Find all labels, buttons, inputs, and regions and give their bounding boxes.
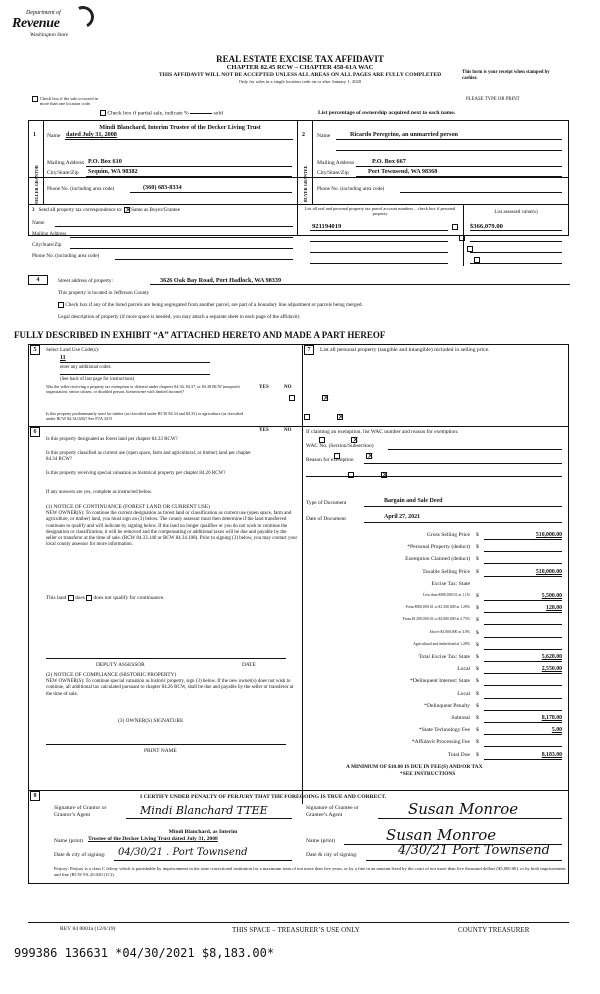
form-chapter: CHAPTER 82.45 RCW – CHAPTER 458-61A WAC [226, 64, 374, 71]
grantor-date-label: Date & city of signing: [54, 852, 106, 858]
corr-name-label: Name [32, 220, 45, 226]
tax-table [304, 532, 566, 764]
seller-name-label: Name [47, 133, 61, 139]
tax-row-currency: $ [476, 666, 479, 673]
partial-sale-checkbox[interactable] [100, 110, 106, 116]
logo-line3: Washington State [30, 32, 69, 38]
tax-row-currency: $ [476, 617, 479, 624]
logo-line2: Revenue [12, 16, 60, 31]
s6-q3-no[interactable] [381, 472, 387, 478]
doc-date-label: Date of Document [306, 516, 346, 522]
tax-row-currency: $ [476, 678, 479, 685]
tax-row-value: 2,550.00 [541, 666, 562, 673]
reason-label: Reason for exemption [306, 457, 354, 463]
check-multi-location: Check box if the sale occurred in more than one location code. [40, 96, 102, 107]
tax-row-label: Total Due [447, 751, 470, 758]
owner-signature: (3) OWNER(S) SIGNATURE [118, 718, 184, 724]
please-type: PLEASE TYPE OR PRINT [466, 97, 520, 102]
personal-property-label: List all personal property (tangible and intangible) included in selling price. [320, 347, 490, 353]
buyer-mailing-label: Mailing Address [317, 160, 355, 166]
grantor-date-city: 04/30/21 . Port Townsend [118, 847, 248, 858]
s6-q3: Is this property receiving special valuation as historical property per chapter 84.26 RCW? [46, 471, 226, 476]
county-treasurer: COUNTY TREASURER [458, 926, 530, 934]
tax-row-currency: $ [476, 727, 479, 734]
value-header: List assessed value(s) [494, 210, 538, 215]
s6-yes-header: YES [259, 428, 269, 433]
buyer-city: Port Townsend, WA 98368 [368, 168, 438, 175]
tax-row-currency: $ [476, 751, 479, 758]
grantor-name-label: Name (print) [54, 838, 84, 844]
street-label: Street address of property: [58, 278, 113, 284]
tax-row-label: Subtotal [451, 715, 470, 721]
seller-phone-label: Phone No. (including area code) [47, 186, 115, 192]
tax-row-label: Agricultural and timberland at 1.28% [413, 641, 470, 646]
minimum-due: A MINIMUM OF $10.00 IS DUE IN FEE(S) AND/OR TAX [346, 764, 483, 770]
certify-text: I CERTIFY UNDER PENALTY OF PERJURY THAT THE FOREGOING IS TRUE AND CORRECT. [140, 794, 387, 800]
dor-logo [8, 4, 100, 44]
tax-row-label: From $1,500,000.01 to $3,000,000 at 2.75% [402, 617, 470, 622]
tax-row-label: From $500,000.01 to $1,500,000 at 1.28% [405, 605, 470, 610]
buyer-side-label: BUYER GRANTEE [303, 165, 308, 202]
list-percentage: List percentage of ownership acquired next to each name. [318, 110, 456, 116]
perjury-text: Perjury: Perjury is a class C felony which is punishable by imprisonment in the state correctional institution for a maximum term of not more than five years, or by a fine in an amount fixed by the court of not more than five thousand dollars ($5,000.00), or by both imprisonment and fine (RCW 9A.20.020 (1C)). [54, 866, 566, 877]
tax-row-currency: $ [476, 690, 479, 697]
tax-row-value: 8,178.00 [541, 715, 562, 721]
notice1-title: (1) NOTICE OF CONTINUANCE (FOREST LAND OR CURRENT USE) [46, 504, 210, 510]
grantor-sig-label: Signature of Grantor or Grantor’s Agent [54, 805, 107, 818]
lu-q1: Was the seller receiving a property tax exemption or deferral under chapters 84.36, 84.37, or 84.38 RCW (nonprofit organization, senior citizen, or disabled person, homeowner with limited income)? [46, 384, 240, 395]
deputy-assessor: DEPUTY ASSESSOR [96, 662, 145, 668]
seller-name-line1: Mindi Blanchard, Interim Trustee of the Decker Living Trust [99, 124, 261, 131]
notice2-text: NEW OWNER(S): To continue special valuation as historic property, sign (3) below. If the new owner(s) does not wish to continue, all additional tax calculated pursuant to chapter 84.26 RCW, shall be due and payable by the seller or transferor at the time of sale. [46, 679, 294, 697]
corr-mailing-label: Mailing Address [32, 231, 67, 237]
lu-q2: Is this property predominantly used for timber (as classified under RCW 84.34 and 84.33) or agriculture (as classified under RCW 84.34.020)? See ETA 3215 [46, 411, 244, 422]
tax-row-currency: $ [476, 715, 479, 721]
tax-row-value: 5.00 [551, 727, 562, 734]
corr-phone-label: Phone No. (including area code) [32, 253, 100, 259]
seller-name-line2: dated July 31, 2008 [66, 131, 117, 138]
s6-if-any: If any answers are yes, complete as instructed below. [46, 490, 153, 495]
segregated-row: Check box if any of the listed parcels are being segregated from another parcel, are part of a boundary line adjustment or parcels being merged. [58, 302, 363, 308]
section-6-number: 6 [30, 427, 40, 437]
doc-type: Bargain and Sale Deed [384, 498, 443, 504]
form-only-for: Only for sales in a single location code on or after January 1, 2020 [238, 79, 362, 84]
see-instructions: *SEE INSTRUCTIONS [400, 771, 456, 777]
seller-mailing: P.O. Box 610 [88, 158, 122, 165]
tax-row-label: Local [457, 690, 470, 697]
wac-label: WAC No. (Section/Subsection) [306, 443, 374, 449]
lu-q1-no[interactable] [322, 395, 328, 401]
tax-row-currency: $ [476, 702, 479, 709]
tax-row-label: Excise Tax: State [431, 580, 470, 587]
grantee-sig-label: Signature of Grantee or Grantee’s Agent [306, 805, 359, 818]
buyer-name-label: Name [317, 133, 331, 139]
land-does-not-checkbox[interactable] [86, 595, 92, 601]
s6-q3-yes[interactable] [348, 472, 354, 478]
section-8-number: 8 [30, 791, 40, 801]
seller-city: Sequim, WA 98382 [88, 168, 138, 175]
doc-date: April 27, 2021 [384, 514, 421, 520]
tax-row-currency: $ [476, 739, 479, 746]
treasurer-only: THIS SPACE – TREASURER’S USE ONLY [232, 926, 360, 934]
tax-row-label: Local [457, 666, 470, 673]
tax-row-currency: $ [476, 629, 479, 636]
grantor-print-2: Trustee of the Decker Living Trust dated July 31, 2008 [88, 836, 218, 842]
land-use-code: 11 [60, 355, 66, 361]
section-5-number: 5 [30, 345, 40, 355]
same-as-buyer-checkbox[interactable] [124, 207, 130, 213]
tax-row-value: 510,000.00 [535, 568, 562, 575]
tax-row-label: Less than $500,000.01 at 1.1% [423, 593, 470, 597]
correspondence-row: 3 Send all property tax correspondence to: × Same as Buyer/Grantee [32, 207, 180, 213]
print-name: PRINT NAME [144, 748, 177, 754]
deputy-date: DATE [242, 662, 256, 668]
multi-location-checkbox[interactable] [32, 96, 38, 102]
county-line: This property is located in Jefferson County [58, 290, 150, 296]
grantee-print-name: Susan Monroe [386, 826, 497, 844]
parcel-personal-checkbox-1[interactable] [452, 224, 458, 230]
receipt-note: This form is your receipt when stamped by cashier. [462, 70, 550, 81]
parcel-number: 921194019 [312, 223, 342, 230]
land-use-label: Select Land Use Code(s): [46, 347, 100, 353]
see-back: (See back of last page for instructions) [60, 377, 135, 382]
seller-side-label: SELLER GRANTOR [34, 165, 39, 204]
grantee-name-label: Name (print) [306, 838, 336, 844]
tax-row-value: 510,000.00 [535, 532, 562, 538]
buyer-section-no: 2 [302, 132, 305, 138]
tax-row-currency: $ [476, 544, 479, 551]
form-warning: THIS AFFIDAVIT WILL NOT BE ACCEPTED UNLESS ALL AREAS ON ALL PAGES ARE FULLY COMPLETED [158, 72, 442, 78]
assessed-value: $366,079.00 [470, 223, 503, 230]
tax-row-label: *Delinquent Interest: State [410, 678, 470, 685]
this-land-row: This land does does not qualify for continuance. [46, 595, 165, 602]
doc-type-label: Type of Document [306, 500, 347, 506]
logo-line1: Department of [26, 10, 61, 16]
grantee-date-label: Date & city of signing: [306, 852, 358, 858]
parcel-personal-checkbox-2[interactable] [459, 235, 465, 241]
lu-q2-no[interactable] [337, 414, 343, 420]
s6-q2: Is this property classified as current use (open space, farm and agricultural, or timber) land per chapter 84.34 RCW? [46, 451, 251, 462]
legal-description: Legal description of property (if more space is needed, you may attach a separate sheet to each page of the affidavit) [58, 314, 300, 320]
lu-no-header: NO [284, 385, 292, 390]
tax-row-currency: $ [476, 641, 479, 648]
logo-swoosh-icon [69, 3, 97, 31]
seller-city-label: City/State/Zip [47, 170, 79, 176]
form-title: REAL ESTATE EXCISE TAX AFFIDAVIT [216, 54, 384, 64]
buyer-phone-label: Phone No. (including area code) [317, 186, 385, 192]
tax-row-label: Exemption Claimed (deduct) [405, 556, 470, 563]
tax-row-label: *Delinquent Penalty [424, 702, 470, 709]
land-does-checkbox[interactable] [68, 595, 74, 601]
s6-q1: Is this property designated as forest land per chapter 84.33 RCW? [46, 437, 178, 442]
tax-row-label: Total Excise Tax: State [418, 654, 470, 660]
lu-q2-yes[interactable] [304, 414, 310, 420]
tax-row-label: Above $3,000,000 at 3.0% [429, 629, 470, 634]
grantor-print-1: Mindi Blanchard, as Interim [168, 829, 238, 835]
tax-row-label: *State Technology Fee [418, 727, 470, 734]
tax-row-value: 128.00 [546, 605, 562, 612]
grantee-signature: Susan Monroe [408, 800, 519, 818]
tax-row-currency: $ [476, 556, 479, 563]
tax-row-label: *Personal Property (deduct) [407, 544, 470, 551]
parcel-personal-checkbox-3[interactable] [467, 246, 473, 252]
parcel-personal-checkbox-4[interactable] [474, 257, 480, 263]
buyer-name: Ricardo Peregrino, an unmarried person [350, 131, 458, 138]
form-number: REV 84 0001a (12/6/19) [60, 926, 116, 932]
exhibit-text: FULLY DESCRIBED IN EXHIBIT “A” ATTACHED HERETO AND MADE A PART HEREOF [14, 330, 386, 340]
treasurer-stamp: 999386 136631 *04/30/2021 $8,183.00* [14, 946, 275, 960]
tax-row-currency: $ [476, 654, 479, 660]
tax-row-value: 8,183.00 [541, 751, 562, 758]
tax-row-label: Taxable Selling Price [422, 568, 470, 575]
segregated-checkbox[interactable] [58, 302, 64, 308]
s6-no-header: NO [284, 428, 292, 433]
check-partial: Check box if partial sale, indicate % sold [100, 110, 223, 117]
tax-row-currency: $ [476, 532, 479, 538]
grantor-signature: Mindi Blanchard TTEE [140, 804, 268, 817]
enter-any-codes: enter any additional codes: [60, 365, 112, 370]
notice1-text: NEW OWNER(S): To continue the current designation as forest land or classification as current use (open space, farm and agriculture, or timber) land, you must sign on (3) below. The county assessor must then determine if the land transferred continues to qualify and will indicate by signing below. If the land no longer qualifies or you do not wish to continue the designation or classification, it will be removed and the compensating or additional taxes will be due and payable by the seller or transferor at the time of sale. (RCW 84.33.140 or RCW 84.34.108). Prior to signing (3) below, you may contact your local county assessor for more information. [46, 511, 298, 548]
corr-city-label: City/State/Zip [32, 242, 62, 248]
tax-row-label: *Affidavit Processing Fee [411, 739, 470, 746]
tax-row-value: 5,500.00 [541, 593, 562, 599]
s6-q2-no[interactable] [366, 453, 372, 459]
lu-q1-yes[interactable] [289, 395, 295, 401]
seller-phone: (360) 683-8334 [143, 184, 182, 191]
tax-row-currency: $ [476, 593, 479, 599]
parcel-header: List all real and personal property tax parcel account numbers – check box if personal property [304, 206, 456, 217]
exemption-label: If claiming an exemption, list WAC number and reason for exemption: [306, 429, 459, 435]
tax-row-currency: $ [476, 568, 479, 575]
grantee-date-city: 4/30/21 Port Townsend [398, 843, 550, 858]
notice2-title: (2) NOTICE OF COMPLIANCE (HISTORIC PROPERTY) [46, 672, 177, 678]
seller-section-no: 1 [33, 132, 36, 138]
section-7-number: 7 [304, 345, 314, 355]
section-4-number: 4 [28, 275, 48, 285]
buyer-mailing: P.O. Box 667 [372, 158, 406, 165]
lu-yes-header: YES [259, 385, 269, 390]
tax-row-label: Gross Selling Price [426, 532, 470, 538]
seller-mailing-label: Mailing Address [47, 160, 85, 166]
buyer-city-label: City/State/Zip [317, 170, 349, 176]
tax-row-value: 5,628.00 [541, 654, 562, 660]
street-address: 3626 Oak Bay Road, Port Hadlock, WA 98339 [160, 277, 282, 284]
tax-row-currency: $ [476, 605, 479, 612]
